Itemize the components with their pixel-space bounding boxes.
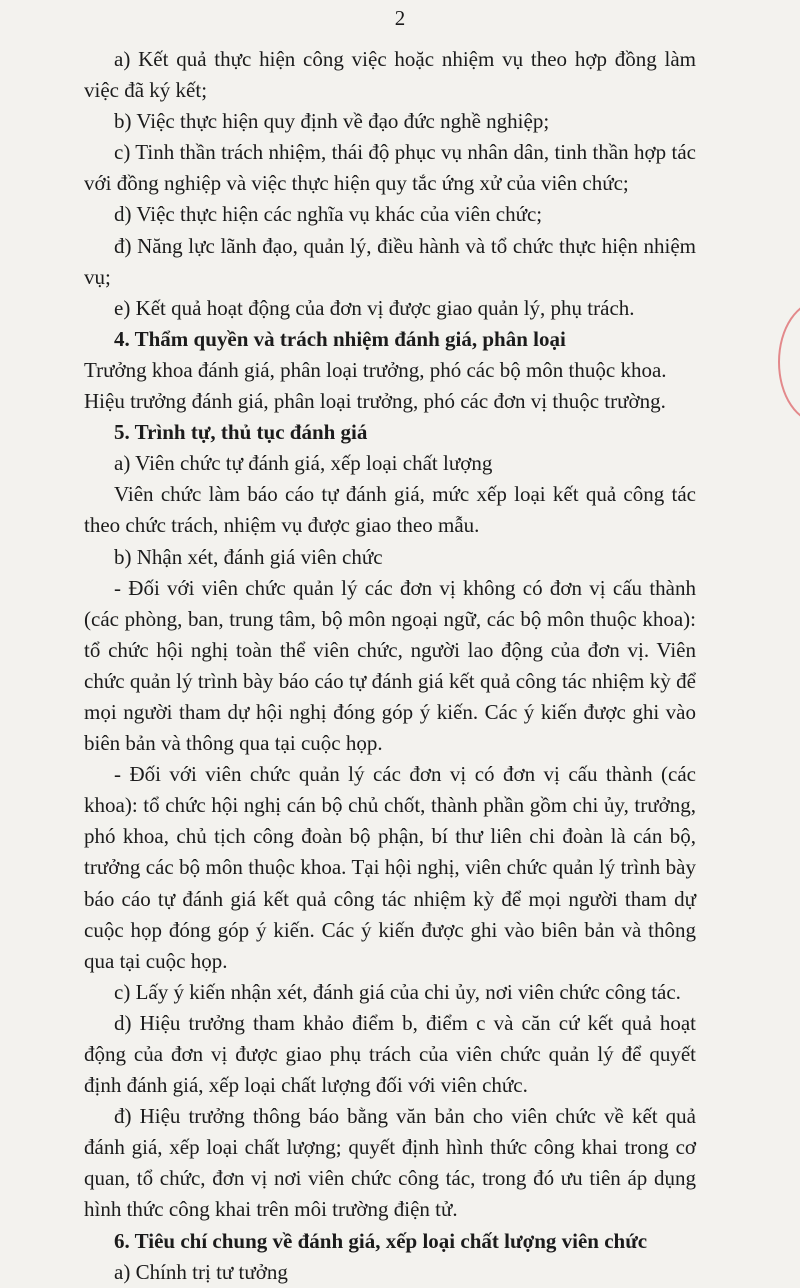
paragraph: e) Kết quả hoạt động của đơn vị được giao quản lý, phụ trách. bbox=[114, 295, 635, 320]
paragraph: - Đối với viên chức quản lý các đơn vị không có đơn vị cấu thành (các phòng, ban, trung tâm, bộ môn ngoại ngữ, các bộ môn thuộc khoa): tổ chức hội nghị toàn thể viên chức, người lao động của đơn vị. Viên chức quản lý trình bày báo cáo tự đánh giá kết quả công tác nhiệm kỳ để mọi người tham dự hội nghị đóng góp ý kiến. Các ý kiến được ghi vào biên bản và thông qua tại cuộc họp. bbox=[84, 575, 696, 756]
paragraph: đ) Năng lực lãnh đạo, quản lý, điều hành và tổ chức thực hiện nhiệm vụ; bbox=[84, 233, 696, 289]
paragraph: Trưởng khoa đánh giá, phân loại trưởng, phó các bộ môn thuộc khoa. bbox=[84, 357, 667, 382]
paragraph: a) Viên chức tự đánh giá, xếp loại chất lượng bbox=[114, 451, 493, 476]
paragraph: b) Nhận xét, đánh giá viên chức bbox=[114, 544, 383, 569]
section-heading: 4. Thẩm quyền và trách nhiệm đánh giá, phân loại bbox=[114, 326, 566, 351]
paragraph: - Đối với viên chức quản lý các đơn vị có đơn vị cấu thành (các khoa): tổ chức hội nghị cán bộ chủ chốt, thành phần gồm chi ủy, trưởng, phó khoa, chủ tịch công đoàn bộ phận, bí thư liên chi đoàn là cán bộ, trưởng các bộ môn thuộc khoa. Tại hội nghị, viên chức quản lý trình bày báo cáo tự đánh giá kết quả công tác nhiệm kỳ để mọi người tham dự cuộc họp đóng góp ý kiến. Các ý kiến được ghi vào biên bản và thông qua tại cuộc họp. bbox=[84, 762, 696, 973]
paragraph: a) Kết quả thực hiện công việc hoặc nhiệm vụ theo hợp đồng làm việc đã ký kết; bbox=[84, 47, 696, 103]
paragraph: d) Hiệu trưởng tham khảo điểm b, điểm c và căn cứ kết quả hoạt động của đơn vị được giao phụ trách của viên chức quản lý để quyết định đánh giá, xếp loại chất lượng đối với viên chức. bbox=[84, 1010, 696, 1098]
paragraph: đ) Hiệu trưởng thông báo bằng văn bản cho viên chức về kết quả đánh giá, xếp loại chất lượng; quyết định hình thức công khai trong cơ quan, tổ chức, đơn vị nơi viên chức công tác, trong đó ưu tiên áp dụng hình thức công khai trên môi trường điện tử. bbox=[84, 1104, 696, 1222]
paragraph: a) Chính trị tư tưởng bbox=[114, 1259, 288, 1284]
paragraph: c) Tinh thần trách nhiệm, thái độ phục vụ nhân dân, tinh thần hợp tác với đồng nghiệp và việc thực hiện quy tắc ứng xử của viên chức; bbox=[84, 140, 696, 196]
section-heading: 6. Tiêu chí chung về đánh giá, xếp loại chất lượng viên chức bbox=[114, 1228, 648, 1253]
paragraph: Viên chức làm báo cáo tự đánh giá, mức xếp loại kết quả công tác theo chức trách, nhiệm vụ được giao theo mẫu. bbox=[84, 482, 696, 538]
paragraph: d) Việc thực hiện các nghĩa vụ khác của viên chức; bbox=[114, 202, 543, 227]
red-seal-stamp-edge bbox=[778, 300, 800, 424]
page-number: 2 bbox=[394, 6, 406, 30]
section-heading: 5. Trình tự, thủ tục đánh giá bbox=[114, 420, 368, 445]
document-body bbox=[84, 44, 696, 1288]
paragraph: c) Lấy ý kiến nhận xét, đánh giá của chi ủy, nơi viên chức công tác. bbox=[114, 979, 681, 1004]
paragraph: Hiệu trưởng đánh giá, phân loại trưởng, phó các đơn vị thuộc trường. bbox=[84, 389, 666, 414]
paragraph: b) Việc thực hiện quy định về đạo đức nghề nghiệp; bbox=[114, 109, 550, 134]
